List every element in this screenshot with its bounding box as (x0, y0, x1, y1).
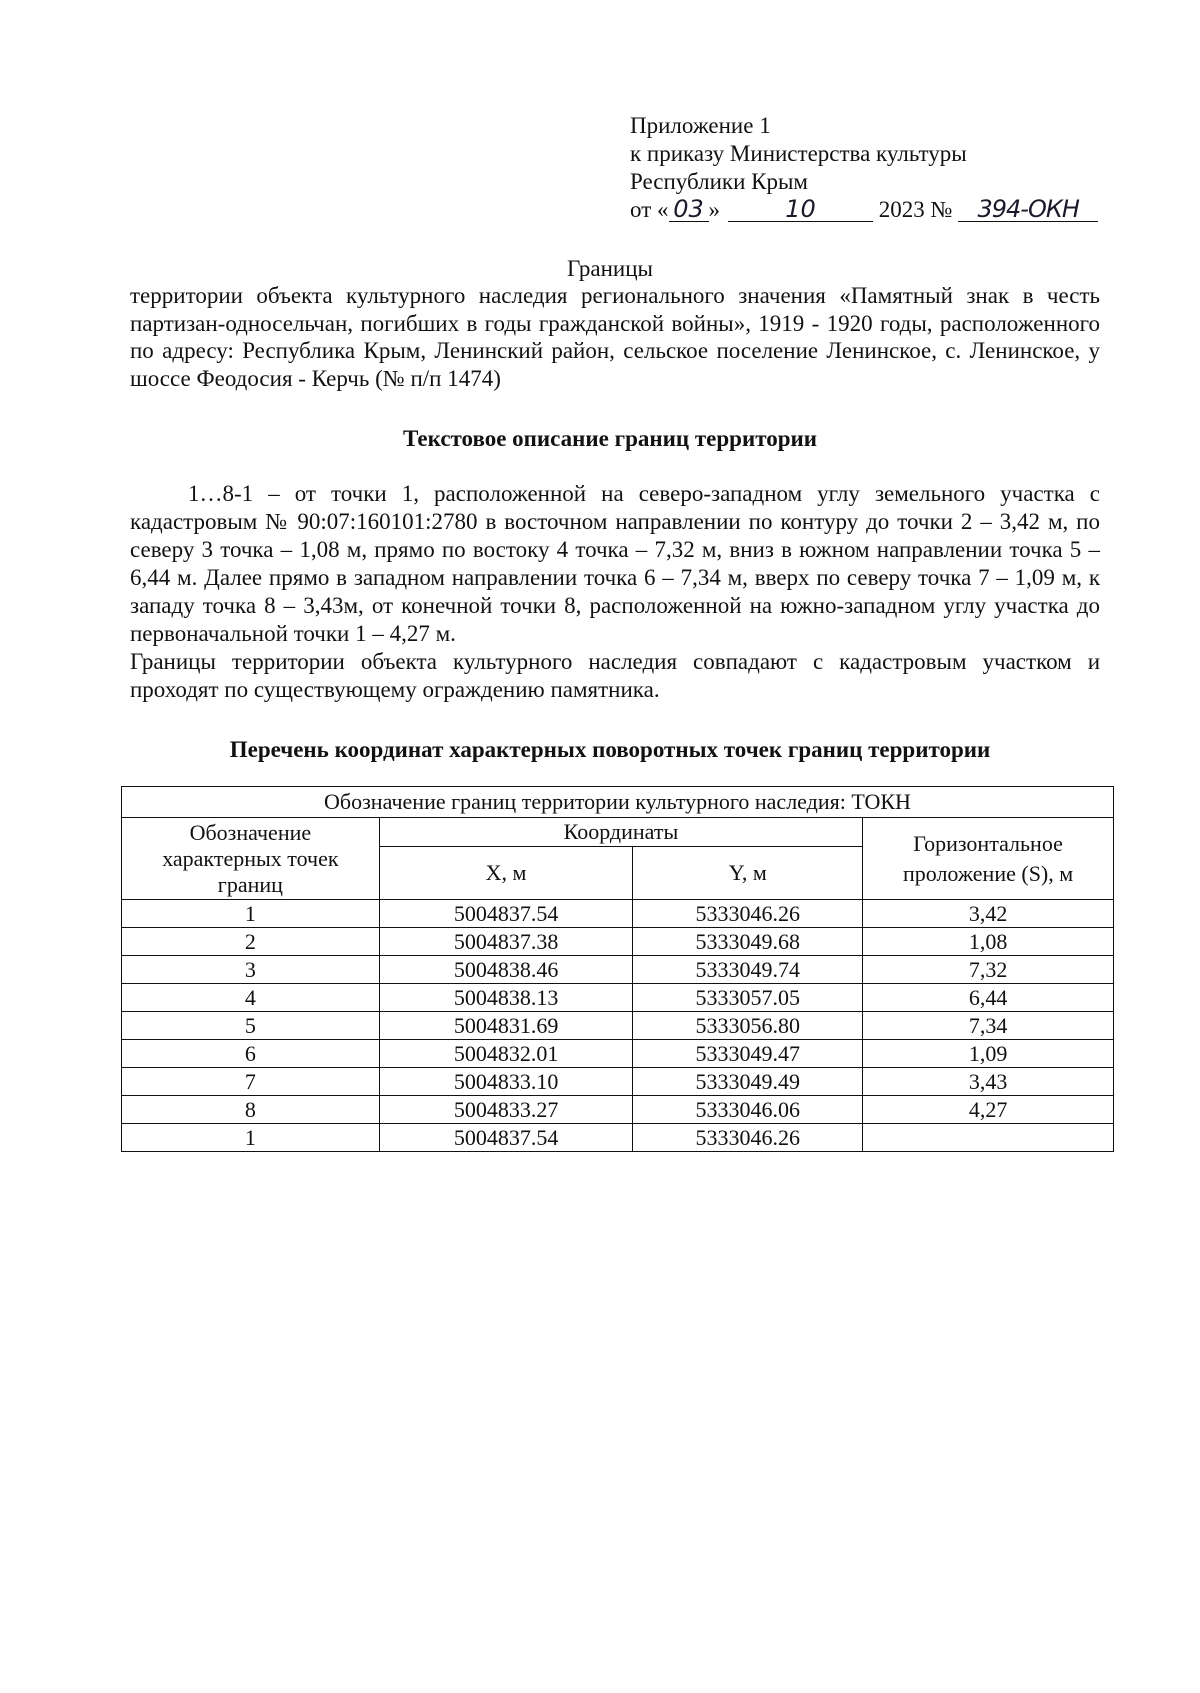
cell-x: 5004837.54 (379, 900, 633, 928)
cell-s: 7,34 (863, 1012, 1114, 1040)
cell-s: 3,42 (863, 900, 1114, 928)
cell-y: 5333057.05 (633, 984, 863, 1012)
cell-x: 5004837.54 (379, 1124, 633, 1152)
header-points (122, 818, 380, 900)
description-paragraph-2: Границы территории объекта культурного наследия совпадают с кадастровым участком и проходят по существующему ограждению памятника. (130, 649, 1100, 702)
cell-x: 5004838.46 (379, 956, 633, 984)
appendix-header (630, 112, 1110, 224)
cell-s: 3,43 (863, 1068, 1114, 1096)
table-row (122, 1124, 1114, 1152)
cell-y: 5333049.68 (633, 928, 863, 956)
cell-point: 1 (122, 1124, 380, 1152)
table-caption: Обозначение границ территории культурного наследия: ТОКН (122, 787, 1114, 818)
cell-s: 4,27 (863, 1096, 1114, 1124)
table-row (122, 1012, 1114, 1040)
cell-point: 3 (122, 956, 380, 984)
header-horizontal-line-2: проложение (S), м (902, 860, 1074, 886)
cell-x: 5004832.01 (379, 1040, 633, 1068)
cell-point: 8 (122, 1096, 380, 1124)
table-row (122, 928, 1114, 956)
cell-x: 5004838.13 (379, 984, 633, 1012)
table-heading: Перечень координат характерных поворотных точек границ территории (229, 737, 991, 762)
cell-x: 5004837.38 (379, 928, 633, 956)
table-row (122, 1096, 1114, 1124)
header-horizontal-line-1: Горизонтальное (913, 830, 1063, 856)
cell-x: 5004831.69 (379, 1012, 633, 1040)
header-points-line-3: границ (217, 871, 283, 897)
cell-y: 5333046.26 (633, 1124, 863, 1152)
cell-x: 5004833.27 (379, 1096, 633, 1124)
republic-line: Республики Крым (630, 169, 808, 194)
cell-y: 5333049.74 (633, 956, 863, 984)
intro-paragraph: территории объекта культурного наследия регионального значения «Памятный знак в честь партизан-односельчан, погибших в годы гражданской войны», 1919 - 1920 годы, расположенного по адресу: Республика Крым, Ленинский район, сельское поселение Ленинское, с. Ленинское, у шоссе Феодосия - Керчь (№ п/п 1474) (130, 283, 1100, 391)
order-date-line (630, 196, 1110, 224)
order-year: 2023 № (878, 197, 953, 222)
cell-point: 2 (122, 928, 380, 956)
cell-s: 7,32 (863, 956, 1114, 984)
table-row (122, 956, 1114, 984)
cell-y: 5333046.26 (633, 900, 863, 928)
handwritten-month: 10 (728, 197, 873, 222)
cell-s (863, 1124, 1114, 1152)
description-heading: Текстовое описание границ территории (402, 426, 818, 451)
cell-x: 5004833.10 (379, 1068, 633, 1096)
header-points-line-2: характерных точек (162, 845, 339, 871)
appendix-label: Приложение 1 (630, 113, 771, 138)
header-horizontal (863, 818, 1114, 900)
cell-point: 6 (122, 1040, 380, 1068)
table-row (122, 1068, 1114, 1096)
cell-s: 1,09 (863, 1040, 1114, 1068)
boundary-description (130, 480, 1100, 704)
date-mid: » (708, 197, 720, 222)
cell-s: 6,44 (863, 984, 1114, 1012)
cell-point: 1 (122, 900, 380, 928)
description-paragraph-1: 1…8-1 – от точки 1, расположенной на северо-западном углу земельного участка с кадастровым № 90:07:160101:2780 в восточном направлении по контуру до точки 2 – 3,42 м, по северу 3 точка – 1,08 м, прямо по востоку 4 точка – 7,32 м, вниз в южном направлении точка 5 – 6,44 м. Далее прямо в западном направлении точка 6 – 7,34 м, вверх по северу точка 7 – 1,09 м, к западу точка 8 – 3,43м, от конечной точки 8, расположенной на южно-западном углу участка до первоначальной точки 1 – 4,27 м. (130, 481, 1100, 646)
document-title: Границы (567, 256, 653, 281)
cell-y: 5333049.49 (633, 1068, 863, 1096)
cell-y: 5333056.80 (633, 1012, 863, 1040)
handwritten-day: 03 (669, 197, 709, 222)
table-row (122, 900, 1114, 928)
cell-y: 5333046.06 (633, 1096, 863, 1124)
cell-y: 5333049.47 (633, 1040, 863, 1068)
header-x: X, м (379, 847, 633, 900)
header-points-line-1: Обозначение (189, 819, 312, 845)
table-row (122, 1040, 1114, 1068)
handwritten-order-number: 394-ОКН (958, 197, 1098, 222)
cell-point: 7 (122, 1068, 380, 1096)
order-reference: к приказу Министерства культуры (630, 141, 967, 166)
cell-s: 1,08 (863, 928, 1114, 956)
table-row (122, 984, 1114, 1012)
date-prefix: от « (630, 197, 669, 222)
cell-point: 4 (122, 984, 380, 1012)
header-coordinates: Координаты (379, 818, 862, 847)
coordinates-table (121, 786, 1114, 1152)
cell-point: 5 (122, 1012, 380, 1040)
header-y: Y, м (633, 847, 863, 900)
